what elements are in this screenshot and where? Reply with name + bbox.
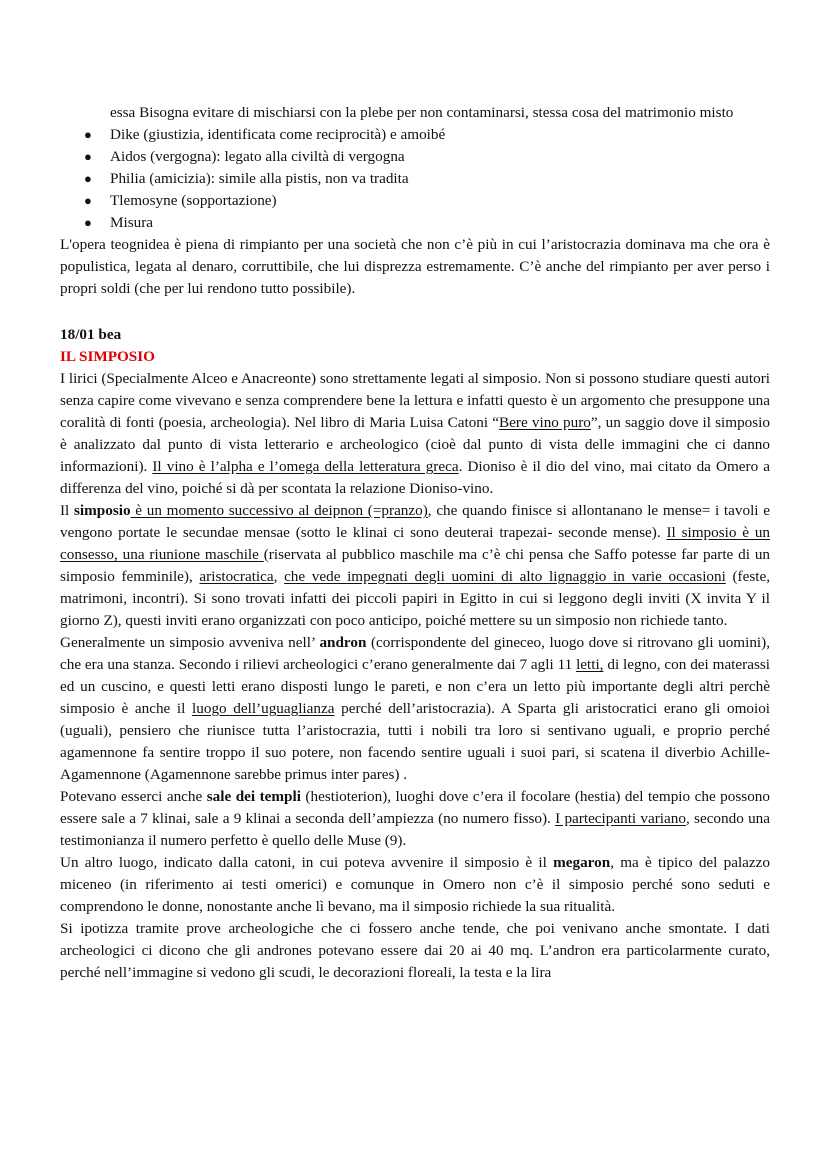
bullet-icon: ●	[84, 171, 92, 186]
bullet-icon: ●	[84, 127, 92, 142]
underlined-text: letti,	[576, 656, 604, 673]
text-run: Il	[60, 502, 75, 519]
bold-term: sale dei templi	[206, 788, 301, 805]
underlined-book-title: Bere vino puro	[499, 414, 591, 431]
text-run: (riservata al pubblico maschile ma c’è chi pensa che Saffo potesse far parte di un simposio femminile),	[60, 546, 771, 585]
list-item-text: Tlemosyne (sopportazione)	[110, 192, 277, 209]
list-item-text: Dike (giustizia, identificata come reciprocità) e amoibé	[110, 126, 446, 143]
text-run: (corrispondente del gineceo, luogo dove si ritrovano gli uomini), che era una stanza. Secondo i rilievi archeologici c’erano generalmente dai 7 agli 11	[60, 634, 770, 673]
section-title: IL SIMPOSIO	[60, 348, 155, 365]
list-item	[60, 168, 770, 190]
list-item-text: Aidos (vergogna): legato alla civiltà di vergogna	[110, 148, 405, 165]
text-run: ,	[273, 568, 285, 585]
paragraph-sale-templi	[60, 786, 770, 852]
text-run: Potevano esserci anche	[60, 788, 207, 805]
text-run: di legno, con dei materassi ed un cuscino, e questi letti erano disposti lungo le pareti, e non c’era un letto più importante degli altri perchè simposio è anche il	[60, 656, 770, 717]
list-item	[60, 212, 770, 234]
paragraph-tende: Si ipotizza tramite prove archeologiche che ci fossero anche tende, che poi venivano anche smontate. I dati archeologici ci dicono che gli andrones potevano essere dai 20 ai 40 mq. L’andron era particolarmente curato, perché nell’immagine si vedono gli scudi, le decorazioni floreali, la testa e la lira	[60, 920, 770, 981]
text-run: (hestioterion), luoghi dove c’era il focolare (hestia) del tempio che possono essere sale a 7 klinai, sale a 9 klinai a seconda dell’ampiezza (no numero fisso).	[60, 788, 770, 827]
text-run: , che quando finisce si allontanano le mense= i tavoli e vengono portate le secundae mensae (sotto le klinai ci sono deuterai trapezai- seconde mense).	[60, 502, 770, 541]
text-run: , secondo una testimonianza il numero perfetto è quello delle Muse (9).	[60, 810, 771, 849]
underlined-text: Il simposio è un consesso, una riunione maschile	[60, 524, 771, 563]
text-run: ”, un saggio dove il simposio è analizzato dal punto di vista letterario e archeologico (cioè dal punto di vista delle immagini che ci danno informazioni).	[60, 414, 770, 475]
continuation-line: essa Bisogna evitare di mischiarsi con la plebe per non contaminarsi, stessa cosa del matrimonio misto	[110, 104, 734, 121]
document-page	[60, 102, 770, 984]
underlined-text: Il vino è l’alpha e l’omega della letteratura greca	[152, 458, 459, 475]
values-bullet-list	[60, 124, 770, 234]
bullet-icon: ●	[84, 149, 92, 164]
bullet-icon: ●	[84, 215, 92, 230]
intro-paragraph: L'opera teognidea è piena di rimpianto per una società che non c’è più in cui l’aristocrazia dominava ma che ora è populistica, legata al denaro, corruttibile, che lui disprezza estremamente. C’è anche del rimpianto per aver perso i propri soldi (che per lui rendono tutto possibile).	[60, 236, 770, 297]
spacer	[60, 300, 770, 324]
underlined-text: è un momento successivo al deipnon (=pranzo)	[130, 502, 428, 519]
list-item	[60, 190, 770, 212]
paragraph-andron	[60, 632, 770, 786]
text-run: Generalmente un simposio avveniva nell’	[60, 634, 320, 651]
text-run: , ma è tipico del palazzo miceneo (in riferimento ai testi omerici) e comunque in Omero non c’è il simposio perché sono seduti e comprendono le donne, nonostante anche lì bevano, ma il simposio richiede la sua ritualità.	[60, 854, 770, 915]
paragraph-lirici	[60, 368, 770, 500]
text-run: . Dioniso è il dio del vino, mai citato da Omero a differenza del vino, poiché si dà per scontata la relazione Dioniso-vino.	[60, 458, 770, 497]
underlined-text: luogo dell’uguaglianza	[192, 700, 335, 717]
bullet-icon: ●	[84, 193, 92, 208]
text-run: (feste, matrimoni, incontri). Si sono trovati infatti dei piccoli papiri in Egitto in cui si leggono degli inviti (X invita Y il giorno Z), questi inviti erano organizzati con poco anticipo, poiché mettere su un simposio non richiede tanto.	[60, 568, 770, 629]
bold-term: simposio	[74, 502, 131, 519]
underlined-text: che vede impegnati degli uomini di alto lignaggio in varie occasioni	[284, 568, 726, 585]
text-run: Un altro luogo, indicato dalla catoni, in cui poteva avvenire il simposio è il	[60, 854, 554, 871]
bold-term: megaron	[553, 854, 611, 871]
paragraph-megaron	[60, 852, 770, 918]
list-item-text: Misura	[110, 214, 154, 231]
text-run: perché dell’aristocrazia). A Sparta gli aristocratici erano gli omoioi (uguali), pensiero che riunisce tutta l’aristocrazia, tutti i nobili tra loro si sentivano uguali, e proprio perché agamennone fa sentire troppo il suo potere, non facendo sentire uguali i suoi pari, si scatena il diverbio Achille-Agamennone (Agamennone sarebbe primus inter pares) .	[60, 700, 771, 783]
text-run: I lirici (Specialmente Alceo e Anacreonte) sono strettamente legati al simposio. Non si possono studiare questi autori senza capire come vivevano e senza comprendere bene la lettura e infatti questo è un argomento che presuppone una coralità di fonti (poesia, archeologia). Nel libro di Maria Luisa Catoni “	[60, 370, 770, 431]
list-item	[60, 146, 770, 168]
paragraph-simposio-definition	[60, 500, 770, 632]
underlined-text: aristocratica	[199, 568, 274, 585]
underlined-text: I partecipanti variano	[555, 810, 686, 827]
bold-term: andron	[319, 634, 367, 651]
list-item	[60, 124, 770, 146]
section-date: 18/01 bea	[60, 326, 122, 343]
list-item-text: Philia (amicizia): simile alla pistis, non va tradita	[110, 170, 409, 187]
